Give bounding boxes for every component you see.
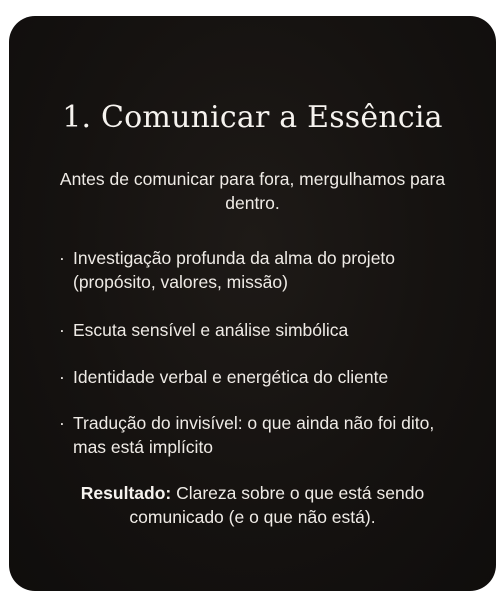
bullet-dot-icon: · [59, 320, 65, 340]
list-item [59, 246, 472, 294]
list-item-text: Escuta sensível e análise simbólica [73, 320, 349, 340]
bullet-dot-icon: · [59, 413, 65, 433]
list-item [59, 411, 472, 459]
result-statement [49, 481, 456, 529]
bullet-list [59, 246, 472, 459]
bullet-dot-icon: · [59, 248, 65, 268]
intro-text: Antes de comunicar para fora, mergulhamos para dentro. [59, 169, 446, 213]
list-item [59, 365, 472, 389]
list-item [59, 318, 472, 342]
essence-card [9, 16, 496, 591]
bullet-dot-icon: · [59, 367, 65, 387]
result-label: Resultado: [80, 483, 172, 503]
list-item-text: Tradução do invisível: o que ainda não foi dito, mas está implícito [73, 413, 435, 457]
list-item-text: Investigação profunda da alma do projeto (propósito, valores, missão) [73, 248, 396, 292]
card-title: 1. Comunicar a Essência [62, 100, 443, 135]
list-item-text: Identidade verbal e energética do cliente [73, 367, 389, 387]
result-text: Clareza sobre o que está sendo comunicado (e o que não está). [129, 483, 425, 527]
